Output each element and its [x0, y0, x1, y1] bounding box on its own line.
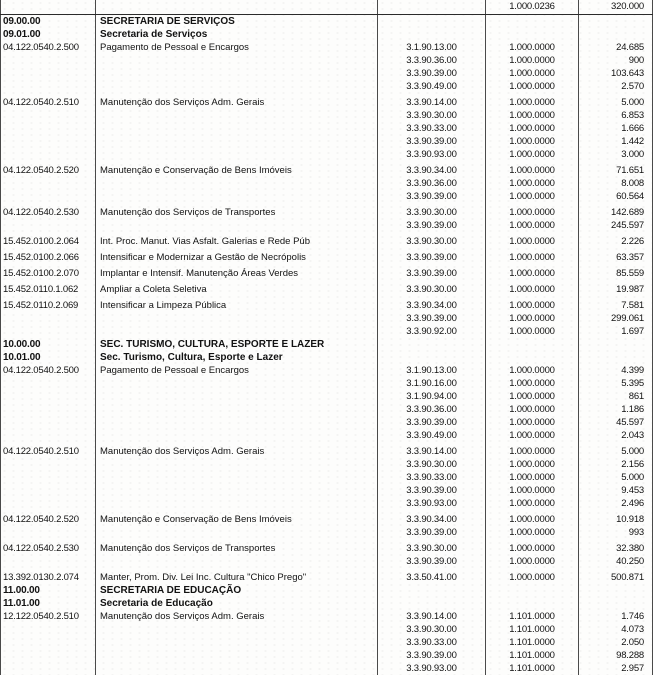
table-row: [0, 109, 653, 122]
cell-value: 500.871: [578, 568, 653, 584]
cell-source-code: 1.000.0000: [485, 403, 578, 416]
cell-description: Manutenção e Conservação de Bens Imóveis: [95, 161, 377, 177]
cell-program-code: [0, 390, 95, 403]
cell-description: Secretaria de Serviços: [95, 28, 377, 41]
cell-expense-code: 3.3.90.39.00: [377, 248, 485, 264]
cell-description: Sec. Turismo, Cultura, Esporte e Lazer: [95, 351, 377, 364]
cell-source-code: 1.000.0000: [485, 248, 578, 264]
cell-source-code: [485, 338, 578, 351]
cell-value: [578, 15, 653, 28]
cell-expense-code: 3.3.90.33.00: [377, 122, 485, 135]
table-row: [0, 458, 653, 471]
cell-description: [95, 54, 377, 67]
cell-value: [578, 584, 653, 597]
table-row: [0, 296, 653, 312]
cell-source-code: 1.000.0000: [485, 312, 578, 325]
cell-source-code: 1.000.0000: [485, 390, 578, 403]
cell-value: [578, 351, 653, 364]
cell-description: [95, 623, 377, 636]
table-row: [0, 161, 653, 177]
cell-expense-code: 3.3.90.30.00: [377, 280, 485, 296]
cell-program-code: 11.01.00: [0, 597, 95, 610]
cell-source-code: 1.000.0000: [485, 109, 578, 122]
cell-expense-code: [377, 338, 485, 351]
cell-value: [578, 28, 653, 41]
table-row: [0, 484, 653, 497]
cell-description: [95, 649, 377, 662]
cell-source-code: 1.000.0000: [485, 190, 578, 203]
cell-value: 19.987: [578, 280, 653, 296]
cell-value: 1.442: [578, 135, 653, 148]
cell-expense-code: [377, 28, 485, 41]
cell-expense-code: 3.1.90.13.00: [377, 41, 485, 54]
table-row: [0, 177, 653, 190]
cell-value: 7.581: [578, 296, 653, 312]
cell-description: Manter, Prom. Div. Lei Inc. Cultura "Chico Prego": [95, 568, 377, 584]
cell-description: Intensificar e Modernizar a Gestão de Necrópolis: [95, 248, 377, 264]
cell-description: Ampliar a Coleta Seletiva: [95, 280, 377, 296]
cell-source-code: 1.000.0000: [485, 555, 578, 568]
table-row: [0, 403, 653, 416]
cell-expense-code: 3.3.90.33.00: [377, 471, 485, 484]
cell-source-code: 1.000.0236: [485, 0, 578, 14]
cell-value: 8.008: [578, 177, 653, 190]
cell-source-code: 1.000.0000: [485, 510, 578, 526]
cell-expense-code: 3.3.90.39.00: [377, 264, 485, 280]
cell-expense-code: 3.1.90.94.00: [377, 390, 485, 403]
cell-program-code: [0, 190, 95, 203]
cell-description: Manutenção dos Serviços de Transportes: [95, 539, 377, 555]
cell-description: [95, 662, 377, 675]
cell-source-code: 1.000.0000: [485, 232, 578, 248]
cell-description: [95, 190, 377, 203]
cell-description: [95, 471, 377, 484]
table-row: [0, 442, 653, 458]
cell-value: 24.685: [578, 41, 653, 54]
cell-expense-code: 3.3.90.34.00: [377, 296, 485, 312]
cell-description: [95, 312, 377, 325]
cell-expense-code: 3.3.90.92.00: [377, 325, 485, 338]
section-header-row: [0, 28, 653, 41]
cell-program-code: 04.122.0540.2.500: [0, 41, 95, 54]
cell-value: 4.399: [578, 364, 653, 377]
section-header-row: [0, 597, 653, 610]
cell-expense-code: 3.3.90.39.00: [377, 312, 485, 325]
section-header-row: [0, 338, 653, 351]
cell-expense-code: [377, 597, 485, 610]
cell-source-code: 1.000.0000: [485, 497, 578, 510]
cell-value: 5.000: [578, 442, 653, 458]
cell-description: SEC. TURISMO, CULTURA, ESPORTE E LAZER: [95, 338, 377, 351]
cell-expense-code: 3.3.50.41.00: [377, 568, 485, 584]
cell-program-code: 15.452.0100.2.064: [0, 232, 95, 248]
cell-value: 1.186: [578, 403, 653, 416]
cell-expense-code: 3.3.90.14.00: [377, 93, 485, 109]
cell-description: Manutenção dos Serviços de Transportes: [95, 203, 377, 219]
cell-program-code: [0, 458, 95, 471]
cell-expense-code: 3.3.90.30.00: [377, 539, 485, 555]
cell-description: [95, 377, 377, 390]
cell-expense-code: 3.3.90.39.00: [377, 219, 485, 232]
cell-value: 900: [578, 54, 653, 67]
cell-expense-code: 3.3.90.30.00: [377, 232, 485, 248]
cell-value: 3.000: [578, 148, 653, 161]
cell-expense-code: 3.3.90.39.00: [377, 190, 485, 203]
cell-description: [95, 390, 377, 403]
cell-program-code: [0, 429, 95, 442]
cell-program-code: [0, 623, 95, 636]
cell-expense-code: [377, 351, 485, 364]
cell-expense-code: 3.3.90.39.00: [377, 135, 485, 148]
cell-description: Pagamento de Pessoal e Encargos: [95, 364, 377, 377]
cell-source-code: 1.000.0000: [485, 122, 578, 135]
cell-expense-code: 3.3.90.93.00: [377, 662, 485, 675]
cell-value: 2.043: [578, 429, 653, 442]
cell-program-code: 12.122.0540.2.510: [0, 610, 95, 623]
cell-description: Manutenção dos Serviços Adm. Gerais: [95, 442, 377, 458]
cell-source-code: 1.000.0000: [485, 280, 578, 296]
cell-program-code: [0, 80, 95, 93]
cell-description: [95, 122, 377, 135]
table-row: [0, 280, 653, 296]
cell-expense-code: 3.3.90.14.00: [377, 442, 485, 458]
table-row: [0, 416, 653, 429]
table-row: [0, 203, 653, 219]
section-header-row: [0, 351, 653, 364]
cell-description: Intensificar a Limpeza Pública: [95, 296, 377, 312]
cell-value: 5.000: [578, 93, 653, 109]
cell-program-code: [0, 148, 95, 161]
cell-source-code: 1.000.0000: [485, 442, 578, 458]
cell-expense-code: 3.3.90.39.00: [377, 526, 485, 539]
cell-program-code: 11.00.00: [0, 584, 95, 597]
cell-value: 98.288: [578, 649, 653, 662]
table-row: [0, 555, 653, 568]
cell-source-code: 1.101.0000: [485, 649, 578, 662]
cell-program-code: 15.452.0100.2.070: [0, 264, 95, 280]
cell-value: 2.050: [578, 636, 653, 649]
cell-program-code: 04.122.0540.2.530: [0, 203, 95, 219]
cell-value: 10.918: [578, 510, 653, 526]
table-row: [0, 623, 653, 636]
cell-source-code: 1.000.0000: [485, 67, 578, 80]
cell-expense-code: 3.3.90.39.00: [377, 67, 485, 80]
cell-program-code: [0, 122, 95, 135]
cell-value: 320.000: [578, 0, 653, 14]
cell-program-code: [0, 325, 95, 338]
cell-value: 103.643: [578, 67, 653, 80]
cell-value: 71.651: [578, 161, 653, 177]
cell-value: 993: [578, 526, 653, 539]
cell-expense-code: 3.3.90.34.00: [377, 161, 485, 177]
cell-expense-code: 3.1.90.16.00: [377, 377, 485, 390]
cell-description: [95, 109, 377, 122]
cell-source-code: [485, 597, 578, 610]
cell-program-code: [0, 67, 95, 80]
table-row: [0, 264, 653, 280]
cell-source-code: 1.000.0000: [485, 539, 578, 555]
cell-source-code: [485, 15, 578, 28]
table-row: [0, 190, 653, 203]
cell-value: 63.357: [578, 248, 653, 264]
cell-program-code: [0, 636, 95, 649]
cell-description: [95, 526, 377, 539]
cell-program-code: 04.122.0540.2.520: [0, 161, 95, 177]
table-row: [0, 67, 653, 80]
cell-program-code: 10.00.00: [0, 338, 95, 351]
table-row: [0, 429, 653, 442]
cell-source-code: 1.101.0000: [485, 610, 578, 623]
cell-source-code: 1.000.0000: [485, 377, 578, 390]
table-row: [0, 610, 653, 623]
cell-description: [95, 0, 377, 14]
cell-program-code: [0, 471, 95, 484]
cell-program-code: 13.392.0130.2.074: [0, 568, 95, 584]
table-row: [0, 471, 653, 484]
cell-value: [578, 597, 653, 610]
cell-source-code: 1.000.0000: [485, 325, 578, 338]
cell-description: [95, 636, 377, 649]
cell-source-code: 1.000.0000: [485, 364, 578, 377]
cell-program-code: 10.01.00: [0, 351, 95, 364]
cell-source-code: 1.000.0000: [485, 177, 578, 190]
cell-value: 85.559: [578, 264, 653, 280]
cell-program-code: [0, 219, 95, 232]
cell-expense-code: 3.3.90.39.00: [377, 649, 485, 662]
cell-expense-code: 3.3.90.49.00: [377, 429, 485, 442]
cell-source-code: 1.000.0000: [485, 296, 578, 312]
cell-expense-code: 3.3.90.36.00: [377, 54, 485, 67]
cell-value: 2.226: [578, 232, 653, 248]
table-row: [0, 148, 653, 161]
cell-description: [95, 484, 377, 497]
table-row: [0, 248, 653, 264]
cell-expense-code: 3.3.90.93.00: [377, 148, 485, 161]
cell-expense-code: 3.3.90.30.00: [377, 623, 485, 636]
cell-program-code: [0, 649, 95, 662]
cell-value: 60.564: [578, 190, 653, 203]
cell-value: 40.250: [578, 555, 653, 568]
table-row: [0, 232, 653, 248]
cell-description: Int. Proc. Manut. Vias Asfalt. Galerias e Rede Púb: [95, 232, 377, 248]
top-partial-row: [0, 0, 653, 15]
table-row: [0, 636, 653, 649]
table-row: [0, 219, 653, 232]
cell-description: Secretaria de Educação: [95, 597, 377, 610]
cell-program-code: [0, 526, 95, 539]
cell-expense-code: [377, 0, 485, 14]
cell-description: [95, 403, 377, 416]
cell-source-code: 1.101.0000: [485, 662, 578, 675]
cell-program-code: 15.452.0110.1.062: [0, 280, 95, 296]
cell-value: 32.380: [578, 539, 653, 555]
table-row: [0, 390, 653, 403]
cell-description: [95, 416, 377, 429]
cell-source-code: [485, 584, 578, 597]
cell-source-code: 1.000.0000: [485, 416, 578, 429]
cell-value: 1.746: [578, 610, 653, 623]
table-row: [0, 510, 653, 526]
cell-description: Manutenção e Conservação de Bens Imóveis: [95, 510, 377, 526]
cell-expense-code: 3.3.90.36.00: [377, 403, 485, 416]
table-row: [0, 568, 653, 584]
cell-value: [578, 338, 653, 351]
section-header-row: [0, 584, 653, 597]
cell-program-code: [0, 497, 95, 510]
cell-source-code: 1.000.0000: [485, 135, 578, 148]
cell-value: 45.597: [578, 416, 653, 429]
cell-value: 142.689: [578, 203, 653, 219]
table-row: [0, 662, 653, 675]
cell-source-code: 1.000.0000: [485, 80, 578, 93]
cell-source-code: 1.000.0000: [485, 219, 578, 232]
cell-program-code: 04.122.0540.2.500: [0, 364, 95, 377]
cell-program-code: 04.122.0540.2.520: [0, 510, 95, 526]
cell-description: [95, 148, 377, 161]
cell-expense-code: 3.3.90.39.00: [377, 484, 485, 497]
cell-value: 2.570: [578, 80, 653, 93]
cell-source-code: 1.000.0000: [485, 41, 578, 54]
table-row: [0, 526, 653, 539]
cell-program-code: [0, 555, 95, 568]
cell-description: [95, 497, 377, 510]
cell-program-code: [0, 403, 95, 416]
cell-source-code: 1.000.0000: [485, 148, 578, 161]
cell-source-code: 1.101.0000: [485, 636, 578, 649]
cell-expense-code: 3.3.90.30.00: [377, 109, 485, 122]
cell-expense-code: 3.3.90.36.00: [377, 177, 485, 190]
section-header-row: [0, 15, 653, 28]
cell-program-code: 15.452.0100.2.066: [0, 248, 95, 264]
cell-program-code: [0, 109, 95, 122]
cell-program-code: 15.452.0110.2.069: [0, 296, 95, 312]
table-row: [0, 54, 653, 67]
cell-description: [95, 80, 377, 93]
cell-source-code: 1.000.0000: [485, 458, 578, 471]
cell-description: Manutenção dos Serviços Adm. Gerais: [95, 93, 377, 109]
cell-expense-code: 3.3.90.49.00: [377, 80, 485, 93]
cell-value: 245.597: [578, 219, 653, 232]
cell-program-code: [0, 484, 95, 497]
cell-value: 861: [578, 390, 653, 403]
cell-description: Implantar e Intensif. Manutenção Áreas Verdes: [95, 264, 377, 280]
cell-source-code: 1.000.0000: [485, 429, 578, 442]
cell-source-code: 1.000.0000: [485, 161, 578, 177]
cell-program-code: [0, 135, 95, 148]
cell-expense-code: [377, 584, 485, 597]
cell-description: Manutenção dos Serviços Adm. Gerais: [95, 610, 377, 623]
cell-value: 5.395: [578, 377, 653, 390]
table-row: [0, 80, 653, 93]
cell-source-code: 1.000.0000: [485, 526, 578, 539]
cell-description: [95, 458, 377, 471]
cell-description: [95, 135, 377, 148]
cell-source-code: 1.000.0000: [485, 568, 578, 584]
cell-expense-code: 3.3.90.33.00: [377, 636, 485, 649]
cell-program-code: 04.122.0540.2.510: [0, 442, 95, 458]
cell-program-code: [0, 377, 95, 390]
cell-program-code: [0, 177, 95, 190]
cell-expense-code: [377, 15, 485, 28]
cell-value: 1.666: [578, 122, 653, 135]
cell-expense-code: 3.3.90.30.00: [377, 458, 485, 471]
cell-source-code: [485, 28, 578, 41]
cell-source-code: 1.000.0000: [485, 264, 578, 280]
cell-expense-code: 3.3.90.30.00: [377, 203, 485, 219]
cell-source-code: 1.000.0000: [485, 54, 578, 67]
table-row: [0, 377, 653, 390]
cell-program-code: [0, 0, 95, 14]
table-row: [0, 122, 653, 135]
cell-value: 4.073: [578, 623, 653, 636]
table-row: [0, 539, 653, 555]
cell-source-code: 1.000.0000: [485, 93, 578, 109]
cell-source-code: [485, 351, 578, 364]
cell-source-code: 1.000.0000: [485, 471, 578, 484]
cell-source-code: 1.101.0000: [485, 623, 578, 636]
cell-value: 9.453: [578, 484, 653, 497]
cell-description: [95, 67, 377, 80]
cell-program-code: [0, 54, 95, 67]
cell-value: 2.496: [578, 497, 653, 510]
cell-description: SECRETARIA DE SERVIÇOS: [95, 15, 377, 28]
cell-expense-code: 3.3.90.34.00: [377, 510, 485, 526]
table-row: [0, 649, 653, 662]
cell-expense-code: 3.1.90.13.00: [377, 364, 485, 377]
cell-description: SECRETARIA DE EDUCAÇÃO: [95, 584, 377, 597]
cell-value: 299.061: [578, 312, 653, 325]
cell-description: [95, 325, 377, 338]
cell-description: [95, 429, 377, 442]
cell-program-code: [0, 312, 95, 325]
cell-program-code: 09.01.00: [0, 28, 95, 41]
table-row: [0, 497, 653, 510]
table-row: [0, 312, 653, 325]
table-row: [0, 325, 653, 338]
cell-value: 1.697: [578, 325, 653, 338]
cell-expense-code: 3.3.90.14.00: [377, 610, 485, 623]
budget-table: [0, 15, 653, 675]
table-row: [0, 135, 653, 148]
cell-source-code: 1.000.0000: [485, 203, 578, 219]
cell-value: 5.000: [578, 471, 653, 484]
cell-description: [95, 555, 377, 568]
cell-expense-code: 3.3.90.93.00: [377, 497, 485, 510]
cell-description: Pagamento de Pessoal e Encargos: [95, 41, 377, 54]
cell-expense-code: 3.3.90.39.00: [377, 555, 485, 568]
cell-program-code: 04.122.0540.2.530: [0, 539, 95, 555]
cell-expense-code: 3.3.90.39.00: [377, 416, 485, 429]
table-row: [0, 364, 653, 377]
cell-source-code: 1.000.0000: [485, 484, 578, 497]
cell-program-code: [0, 662, 95, 675]
cell-value: 2.156: [578, 458, 653, 471]
cell-description: [95, 177, 377, 190]
table-row: [0, 41, 653, 54]
cell-description: [95, 219, 377, 232]
cell-program-code: 04.122.0540.2.510: [0, 93, 95, 109]
cell-value: 6.853: [578, 109, 653, 122]
cell-program-code: 09.00.00: [0, 15, 95, 28]
cell-program-code: [0, 416, 95, 429]
table-row: [0, 93, 653, 109]
cell-value: 2.957: [578, 662, 653, 675]
